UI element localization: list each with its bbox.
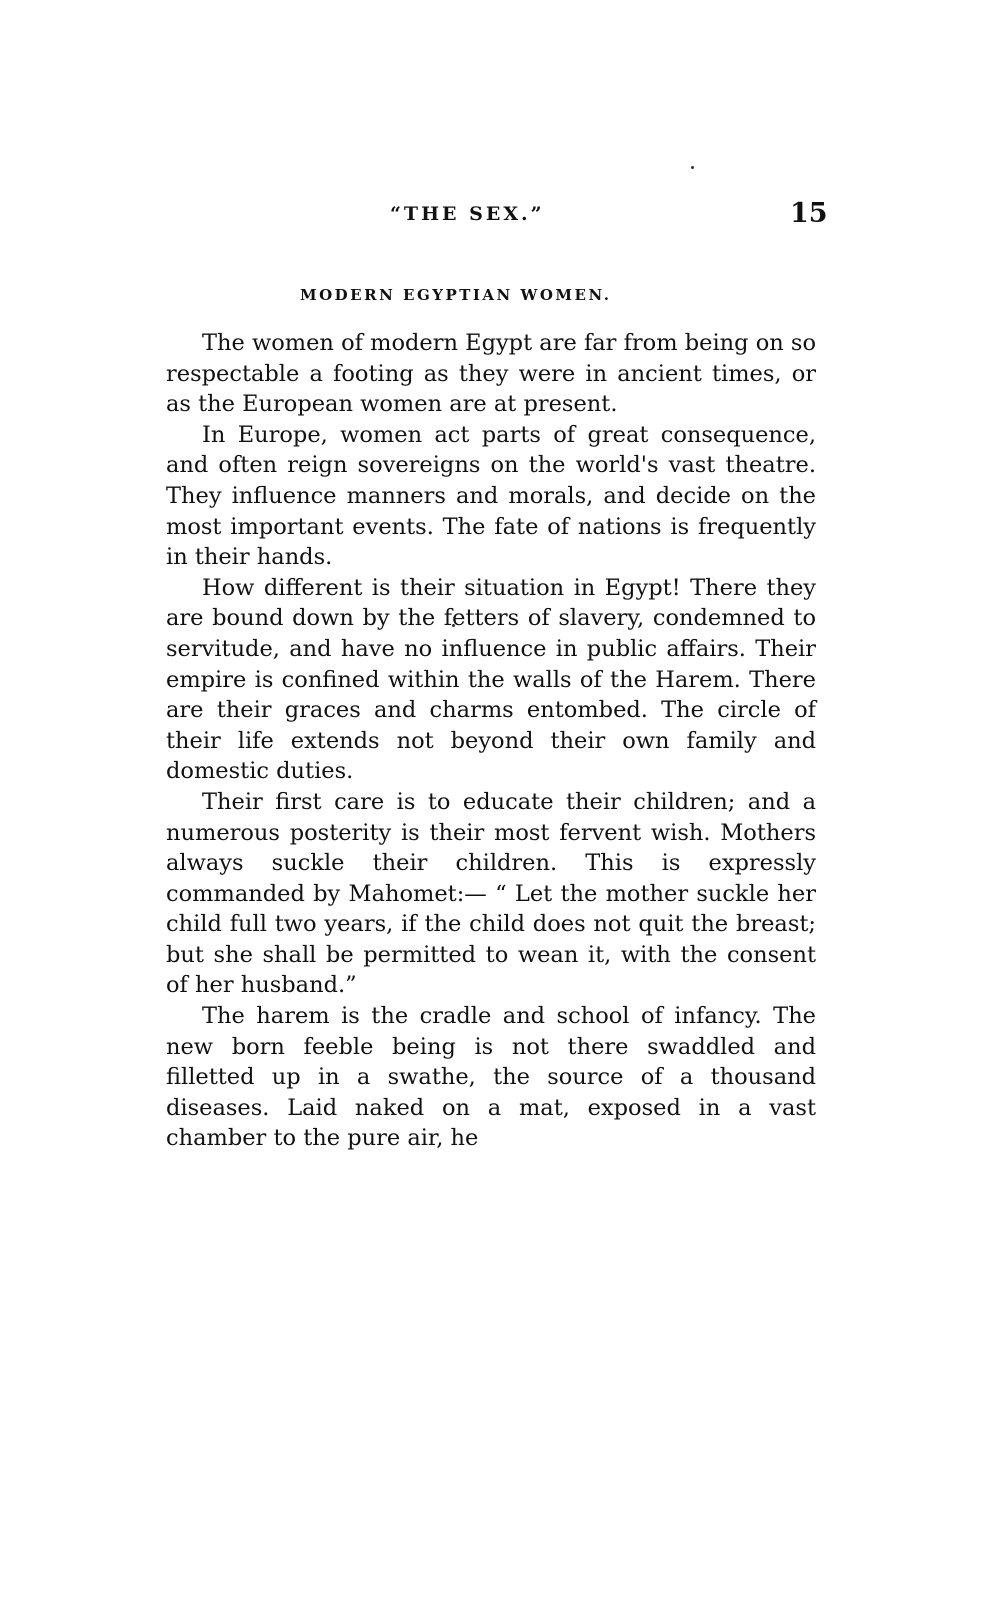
paragraph: How different is their situation in Egypt! There they are bound down by the fetters of slavery, condemned to servitude, and have no influence in public affairs. Their empire is confined within the walls of the Harem. There are their graces and charms entombed. The circle of their life extends not beyond their own family and domestic duties. bbox=[166, 574, 816, 785]
paragraph: In Europe, women act parts of great consequence, and often reign sovereigns on the world's vast theatre. They influence manners and morals, and decide on the most important events. The fate of nations is frequently in their hands. bbox=[166, 421, 816, 571]
paragraph: The harem is the cradle and school of infancy. The new born feeble being is not there swaddled and filletted up in a swathe, the source of a thousand diseases. Laid naked on a mat, exposed in a vast chamber to the pure air, he bbox=[166, 1003, 816, 1152]
page-number: 15 bbox=[790, 198, 828, 229]
paragraph: The women of modern Egypt are far from being on so respectable a footing as they were in ancient times, or as the European women are at present. bbox=[166, 330, 816, 418]
paragraph: Their first care is to educate their children; and a numerous posterity is their most fervent wish. Mothers always suckle their children. This is expressly commanded by Mahomet:— “ Let the mother suckle her child full two years, if the child does not quit the breast; but she shall be permitted to wean it, with the consent of her husband.” bbox=[166, 788, 816, 999]
body-text bbox=[166, 328, 816, 1154]
running-title: “THE SEX.” bbox=[390, 203, 545, 225]
section-title: MODERN EGYPTIAN WOMEN. bbox=[300, 286, 612, 304]
